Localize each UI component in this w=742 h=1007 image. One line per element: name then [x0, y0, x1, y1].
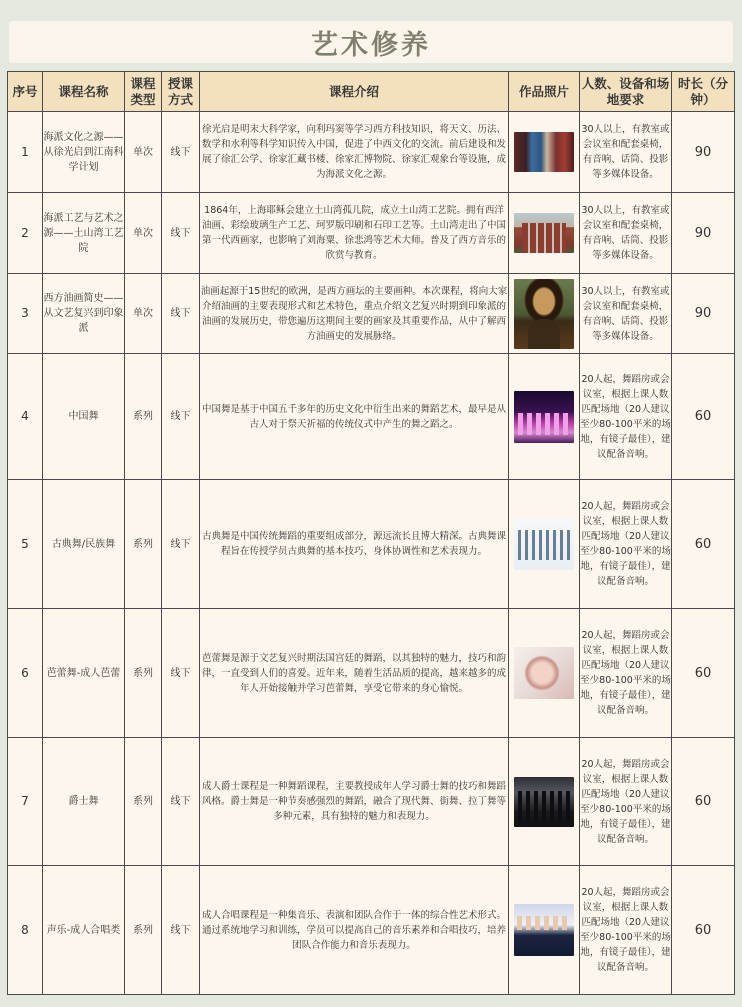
row-intro: 古典舞是中国传统舞蹈的重要组成部分，源远流长且博大精深。古典舞课程旨在传授学员古典舞的基本技巧、身体协调性和艺术表现力。 [200, 480, 509, 609]
table-header-row [8, 72, 735, 112]
course-table [7, 71, 735, 995]
table-row [8, 354, 735, 480]
row-no: 4 [8, 354, 43, 480]
row-req: 30人以上，有教室或会议室和配套桌椅，有音响、话筒、投影等多媒体设备。 [580, 274, 672, 354]
historical-figures-photo [514, 132, 574, 172]
row-name: 声乐-成人合唱类 [43, 866, 125, 995]
row-duration: 60 [672, 738, 735, 866]
row-type: 单次 [125, 274, 162, 354]
row-intro: 1864年，上海耶稣会建立土山湾孤儿院，成立土山湾工艺院。拥有西洋油画、彩绘玻璃生产工艺、珂罗版印刷和石印工艺等。土山湾走出了中国第一代西画家，也影响了刘海粟、徐悲鸿等艺术大师。普及了西方音乐的欣赏与教育。 [200, 193, 509, 274]
row-type: 单次 [125, 193, 162, 274]
row-name: 海派工艺与艺术之源——土山湾工艺院 [43, 193, 125, 274]
row-req: 20人起，舞蹈房或会议室，根据上课人数匹配场地（20人建议至少80-100平米的场地，有镜子最佳），建议配备音响。 [580, 738, 672, 866]
row-photo-cell [509, 354, 580, 480]
row-mode: 线下 [162, 193, 200, 274]
row-req: 20人起，舞蹈房或会议室，根据上课人数匹配场地（20人建议至少80-100平米的场地，有镜子最佳），建议配备音响。 [580, 480, 672, 609]
page-title: 艺术修养 [311, 29, 431, 61]
row-duration: 60 [672, 354, 735, 480]
row-mode: 线下 [162, 274, 200, 354]
header-mode: 授课方式 [162, 72, 200, 112]
header-duration: 时长（分钟） [672, 72, 735, 112]
table-row [8, 193, 735, 274]
row-req: 20人起，舞蹈房或会议室，根据上课人数匹配场地（20人建议至少80-100平米的场地，有镜子最佳），建议配备音响。 [580, 609, 672, 738]
title-bar [9, 21, 733, 63]
row-intro: 成人爵士课程是一种舞蹈课程，主要教授成年人学习爵士舞的技巧和舞蹈风格。爵士舞是一种节奏感强烈的舞蹈，融合了现代舞、街舞、拉丁舞等多种元素，具有独特的魅力和表现力。 [200, 738, 509, 866]
table-row [8, 866, 735, 995]
row-mode: 线下 [162, 354, 200, 480]
row-photo-cell [509, 112, 580, 193]
row-no: 2 [8, 193, 43, 274]
row-intro: 成人合唱课程是一种集音乐、表演和团队合作于一体的综合性艺术形式。通过系统地学习和训练，学员可以提高自己的音乐素养和合唱技巧，培养团队合作能力和音乐表现力。 [200, 866, 509, 995]
header-intro: 课程介绍 [200, 72, 509, 112]
header-name: 课程名称 [43, 72, 125, 112]
classical-dance-photo [514, 518, 574, 570]
row-name: 古典舞/民族舞 [43, 480, 125, 609]
row-no: 5 [8, 480, 43, 609]
row-intro: 中国舞是基于中国五千多年的历史文化中衍生出来的舞蹈艺术，最早是从古人对于祭天祈福的传统仪式中产生的舞之蹈之。 [200, 354, 509, 480]
row-photo-cell [509, 738, 580, 866]
row-duration: 90 [672, 193, 735, 274]
row-duration: 90 [672, 112, 735, 193]
row-type: 系列 [125, 354, 162, 480]
row-no: 6 [8, 609, 43, 738]
row-req: 30人以上，有教室或会议室和配套桌椅，有音响、话筒、投影等多媒体设备。 [580, 193, 672, 274]
row-type: 系列 [125, 609, 162, 738]
row-duration: 60 [672, 480, 735, 609]
row-photo-cell [509, 480, 580, 609]
row-req: 20人起，舞蹈房或会议室，根据上课人数匹配场地（20人建议至少80-100平米的场地，有镜子最佳），建议配备音响。 [580, 866, 672, 995]
row-photo-cell [509, 193, 580, 274]
row-type: 系列 [125, 866, 162, 995]
row-intro: 油画起源于15世纪的欧洲，是西方画坛的主要画种。本次课程，将向大家介绍油画的主要表现形式和艺术特色，重点介绍文艺复兴时期到印象派的油画的发展历史，带您遍历这期间主要的画家及其重要作品，从中了解西方油画史的发展脉络。 [200, 274, 509, 354]
row-name: 芭蕾舞-成人芭蕾 [43, 609, 125, 738]
row-duration: 60 [672, 866, 735, 995]
row-photo-cell [509, 866, 580, 995]
row-name: 海派文化之源——从徐光启到江南科学计划 [43, 112, 125, 193]
jazz-dance-photo [514, 777, 574, 827]
row-intro: 芭蕾舞是源于文艺复兴时期法国宫廷的舞蹈，以其独特的魅力，技巧和韵律，一直受到人们的喜爱。近年来，随着生活品质的提高，越来越多的成年人开始接触并学习芭蕾舞，享受它带来的身心愉悦。 [200, 609, 509, 738]
row-photo-cell [509, 274, 580, 354]
header-no: 序号 [8, 72, 43, 112]
header-type: 课程类型 [125, 72, 162, 112]
row-mode: 线下 [162, 480, 200, 609]
row-no: 1 [8, 112, 43, 193]
row-mode: 线下 [162, 609, 200, 738]
mona-lisa-painting-photo [514, 279, 574, 349]
ballet-photo [514, 647, 574, 699]
table-row [8, 738, 735, 866]
row-duration: 90 [672, 274, 735, 354]
row-photo-cell [509, 609, 580, 738]
row-no: 7 [8, 738, 43, 866]
row-duration: 60 [672, 609, 735, 738]
row-type: 系列 [125, 480, 162, 609]
row-name: 爵士舞 [43, 738, 125, 866]
table-row [8, 112, 735, 193]
row-no: 3 [8, 274, 43, 354]
row-req: 20人起，舞蹈房或会议室，根据上课人数匹配场地（20人建议至少80-100平米的场地，有镜子最佳），建议配备音响。 [580, 354, 672, 480]
row-mode: 线下 [162, 866, 200, 995]
header-photo: 作品照片 [509, 72, 580, 112]
row-name: 西方油画简史——从文艺复兴到印象派 [43, 274, 125, 354]
table-row [8, 274, 735, 354]
table-row [8, 609, 735, 738]
row-type: 系列 [125, 738, 162, 866]
chinese-dance-stage-photo [514, 391, 574, 443]
brick-building-photo [514, 213, 574, 253]
header-req: 人数、设备和场地要求 [580, 72, 672, 112]
row-name: 中国舞 [43, 354, 125, 480]
row-mode: 线下 [162, 112, 200, 193]
row-no: 8 [8, 866, 43, 995]
choir-photo [514, 904, 574, 956]
row-type: 单次 [125, 112, 162, 193]
table-row [8, 480, 735, 609]
row-req: 30人以上，有教室或会议室和配套桌椅，有音响、话筒、投影等多媒体设备。 [580, 112, 672, 193]
row-intro: 徐光启是明末大科学家，向利玛窦等学习西方科技知识，将天文、历法、数学和水利等科学知识传入中国，促进了中西文化的交流。前后建设和发展了徐汇公学、徐家汇藏书楼、徐家汇博物院、徐家汇观象台等设施，成为海派文化之源。 [200, 112, 509, 193]
row-mode: 线下 [162, 738, 200, 866]
